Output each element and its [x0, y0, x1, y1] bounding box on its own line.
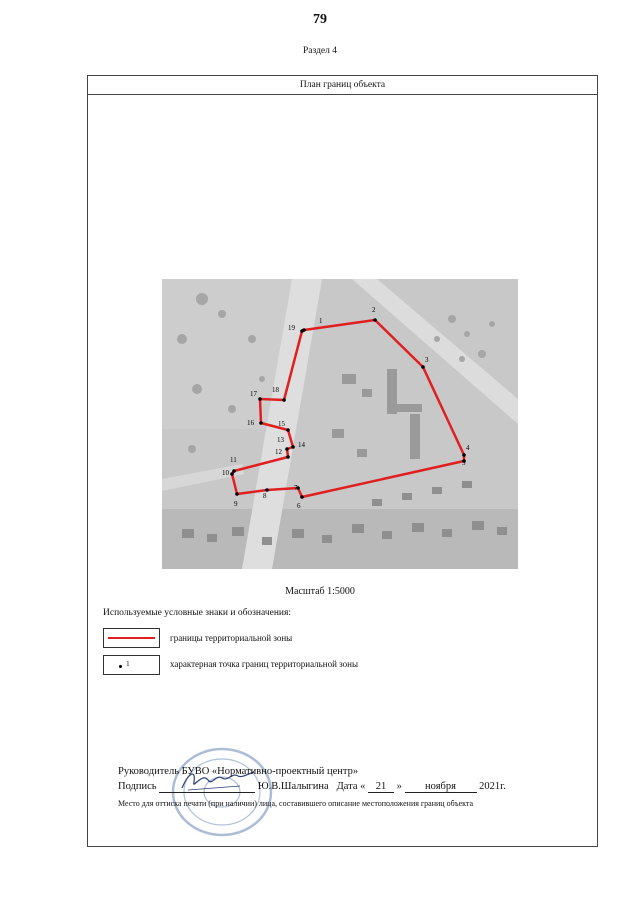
frame-title: План границ объекта	[88, 76, 597, 95]
boundary-point-label-16: 16	[247, 419, 254, 427]
legend-item-point: характерная точка границ территориальной зоны	[170, 659, 359, 669]
boundary-point-label-3: 3	[425, 356, 429, 364]
boundary-point-label-2: 2	[372, 306, 376, 314]
date-label: Дата «	[336, 781, 366, 792]
boundary-point-label-8: 8	[263, 492, 267, 500]
boundary-point-12	[286, 455, 290, 459]
boundary-point-13	[285, 447, 289, 451]
map-scale: Масштаб 1:5000	[285, 586, 355, 597]
legend-symbol-point	[103, 655, 160, 675]
signature-label: Подпись	[118, 781, 157, 792]
boundary-point-16	[259, 421, 263, 425]
date-month: ноября	[405, 781, 477, 793]
page-number: 79	[313, 12, 327, 27]
boundary-point-label-19: 19	[288, 324, 295, 332]
signer-name: Ю.В.Шалыгина	[257, 781, 329, 792]
section-title: Раздел 4	[303, 46, 337, 56]
date-day: 21	[368, 781, 394, 793]
boundary-point-11	[232, 469, 236, 473]
legend-point-dot	[119, 665, 122, 668]
boundary-point-10	[230, 472, 234, 476]
legend-symbol-boundary	[103, 628, 160, 648]
boundary-point-label-12: 12	[275, 448, 282, 456]
legend-item-boundary: границы территориальной зоны	[170, 633, 293, 643]
boundary-point-label-5: 5	[462, 459, 466, 467]
boundary-point-label-4: 4	[466, 444, 470, 452]
boundary-point-2	[373, 318, 377, 322]
boundary-point-18	[282, 398, 286, 402]
legend-point-label: 1	[126, 659, 130, 668]
boundary-point-label-14: 14	[298, 441, 305, 449]
date-day-close: »	[396, 781, 402, 792]
boundary-point-19	[300, 329, 304, 333]
date-year: 2021г.	[479, 781, 506, 792]
boundary-point-label-15: 15	[278, 420, 285, 428]
boundary-point-label-18: 18	[272, 386, 279, 394]
legend-title: Используемые условные знаки и обозначения:	[103, 608, 292, 618]
boundary-point-3	[421, 365, 425, 369]
signature-line	[118, 781, 506, 793]
legend-red-line	[108, 637, 155, 639]
boundary-map	[162, 279, 518, 569]
boundary-point-label-9: 9	[234, 500, 238, 508]
boundary-point-label-13: 13	[277, 436, 284, 444]
boundary-point-label-7: 7	[294, 484, 298, 492]
boundary-point-6	[300, 495, 304, 499]
boundary-point-14	[291, 445, 295, 449]
boundary-point-9	[235, 492, 239, 496]
boundary-point-17	[258, 397, 262, 401]
boundary-point-label-17: 17	[250, 390, 257, 398]
boundary-point-4	[462, 453, 466, 457]
stamp-place-note: Место для оттиска печати (при наличии) лица, составившего описание местоположения границ объекта	[118, 799, 474, 808]
boundary-point-label-6: 6	[297, 502, 301, 510]
boundary-point-label-1: 1	[319, 317, 323, 325]
director-title: Руководитель БУВО «Нормативно-проектный центр»	[118, 766, 359, 777]
boundary-point-15	[286, 428, 290, 432]
boundary-point-label-11: 11	[230, 456, 237, 464]
boundary-point-label-10: 10	[222, 469, 229, 477]
